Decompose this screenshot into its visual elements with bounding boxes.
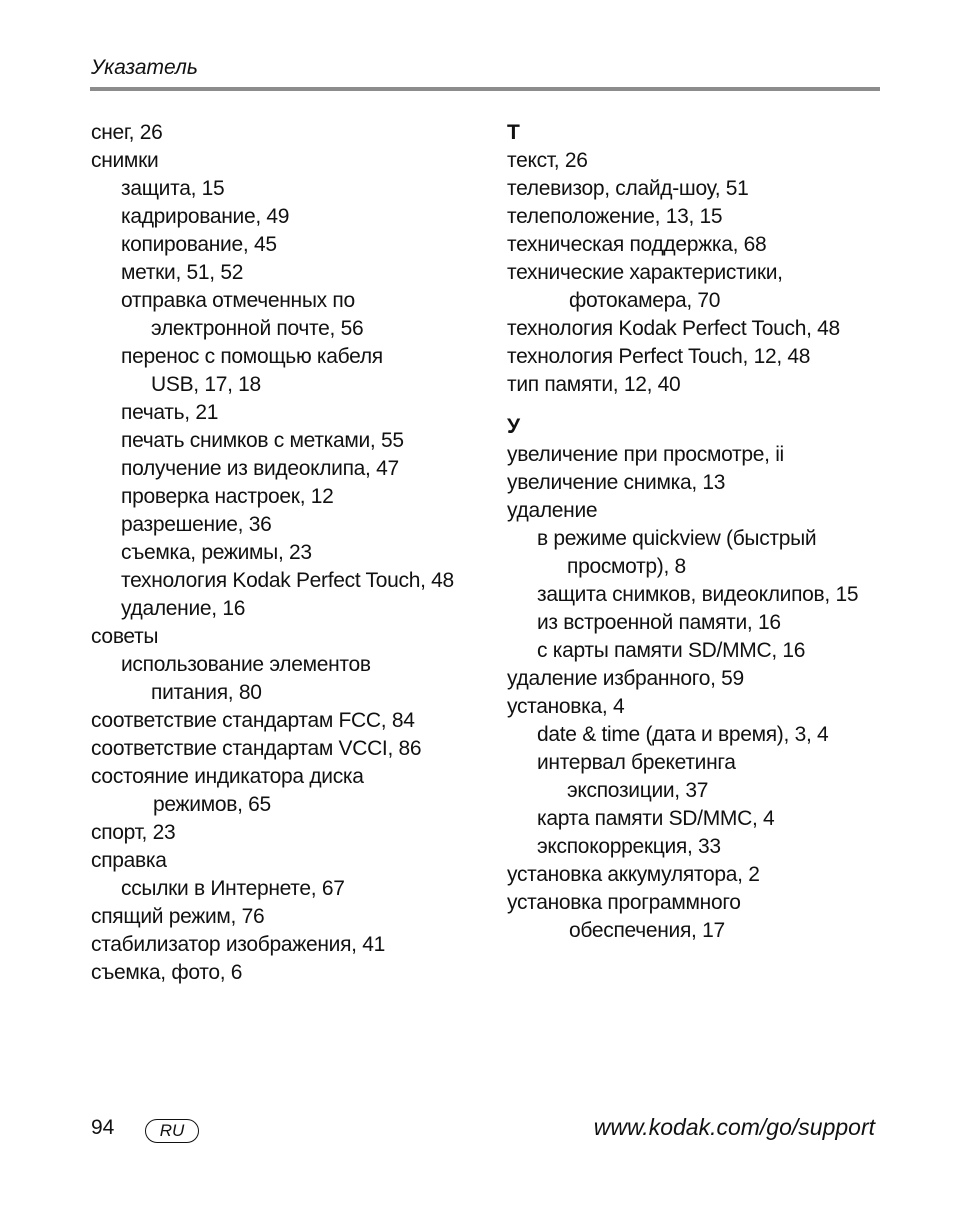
index-entry: интервал брекетинга [537,751,736,774]
index-entry: карта памяти SD/MMC, 4 [537,807,775,830]
index-entry: просмотр), 8 [567,555,686,578]
index-entry: техническая поддержка, 68 [507,233,767,256]
index-entry: технические характеристики, [507,261,783,284]
language-badge: RU [145,1119,199,1143]
index-entry: экспокоррекция, 33 [537,835,721,858]
index-entry: тип памяти, 12, 40 [507,373,681,396]
index-entry: соответствие стандартам FCC, 84 [91,709,415,732]
index-entry: увеличение при просмотре, ii [507,443,784,466]
index-entry: установка аккумулятора, 2 [507,863,760,886]
index-entry: разрешение, 36 [121,513,272,536]
index-entry: съемка, режимы, 23 [121,541,312,564]
header-divider [90,87,880,91]
index-entry: питания, 80 [151,681,262,704]
index-entry: печать снимков с метками, 55 [121,429,404,452]
index-entry: удаление [507,499,598,522]
index-column-left [91,119,491,987]
index-entry: справка [91,849,167,872]
index-entry: из встроенной памяти, 16 [537,611,781,634]
index-entry: спящий режим, 76 [91,905,265,928]
section-gap [507,399,897,413]
index-entry: date & time (дата и время), 3, 4 [537,723,829,746]
index-entry: защита снимков, видеоклипов, 15 [537,583,859,606]
index-section-letter: У [507,415,520,438]
index-entry: снег, 26 [91,121,163,144]
index-entry: перенос с помощью кабеля [121,345,383,368]
index-entry: метки, 51, 52 [121,261,244,284]
index-entry: кадрирование, 49 [121,205,290,228]
index-entry: копирование, 45 [121,233,277,256]
index-entry: обеспечения, 17 [569,919,725,942]
index-entry: технология Kodak Perfect Touch, 48 [121,569,454,592]
index-entry: фотокамера, 70 [569,289,721,312]
index-entry: снимки [91,149,159,172]
index-entry: удаление, 16 [121,597,246,620]
page-number: 94 [91,1116,115,1139]
index-entry: с карты памяти SD/MMC, 16 [537,639,806,662]
index-entry: советы [91,625,159,648]
index-entry: проверка настроек, 12 [121,485,334,508]
index-entry: экспозиции, 37 [567,779,709,802]
index-section-letter: Т [507,121,520,144]
index-entry: удаление избранного, 59 [507,667,744,690]
index-entry: технология Kodak Perfect Touch, 48 [507,317,840,340]
index-entry: съемка, фото, 6 [91,961,243,984]
index-entry: установка программного [507,891,741,914]
index-entry: ссылки в Интернете, 67 [121,877,345,900]
index-entry: электронной почте, 56 [151,317,364,340]
index-entry: технология Perfect Touch, 12, 48 [507,345,811,368]
index-entry: установка, 4 [507,695,625,718]
index-entry: в режиме quickview (быстрый [537,527,817,550]
index-entry: защита, 15 [121,177,225,200]
index-entry: увеличение снимка, 13 [507,471,726,494]
index-column-right [507,119,897,945]
index-entry: стабилизатор изображения, 41 [91,933,385,956]
index-entry: текст, 26 [507,149,588,172]
index-entry: состояние индикатора диска [91,765,364,788]
index-entry: спорт, 23 [91,821,176,844]
index-entry: телевизор, слайд-шоу, 51 [507,177,749,200]
index-entry: печать, 21 [121,401,219,424]
index-entry: телеположение, 13, 15 [507,205,723,228]
index-entry: режимов, 65 [153,793,271,816]
support-url: www.kodak.com/go/support [593,1114,875,1140]
index-entry: отправка отмеченных по [121,289,355,312]
index-entry: USB, 17, 18 [151,373,261,396]
page-header-title: Указатель [91,56,198,79]
index-entry: получение из видеоклипа, 47 [121,457,399,480]
index-entry: использование элементов [121,653,371,676]
index-entry: соответствие стандартам VCCI, 86 [91,737,422,760]
